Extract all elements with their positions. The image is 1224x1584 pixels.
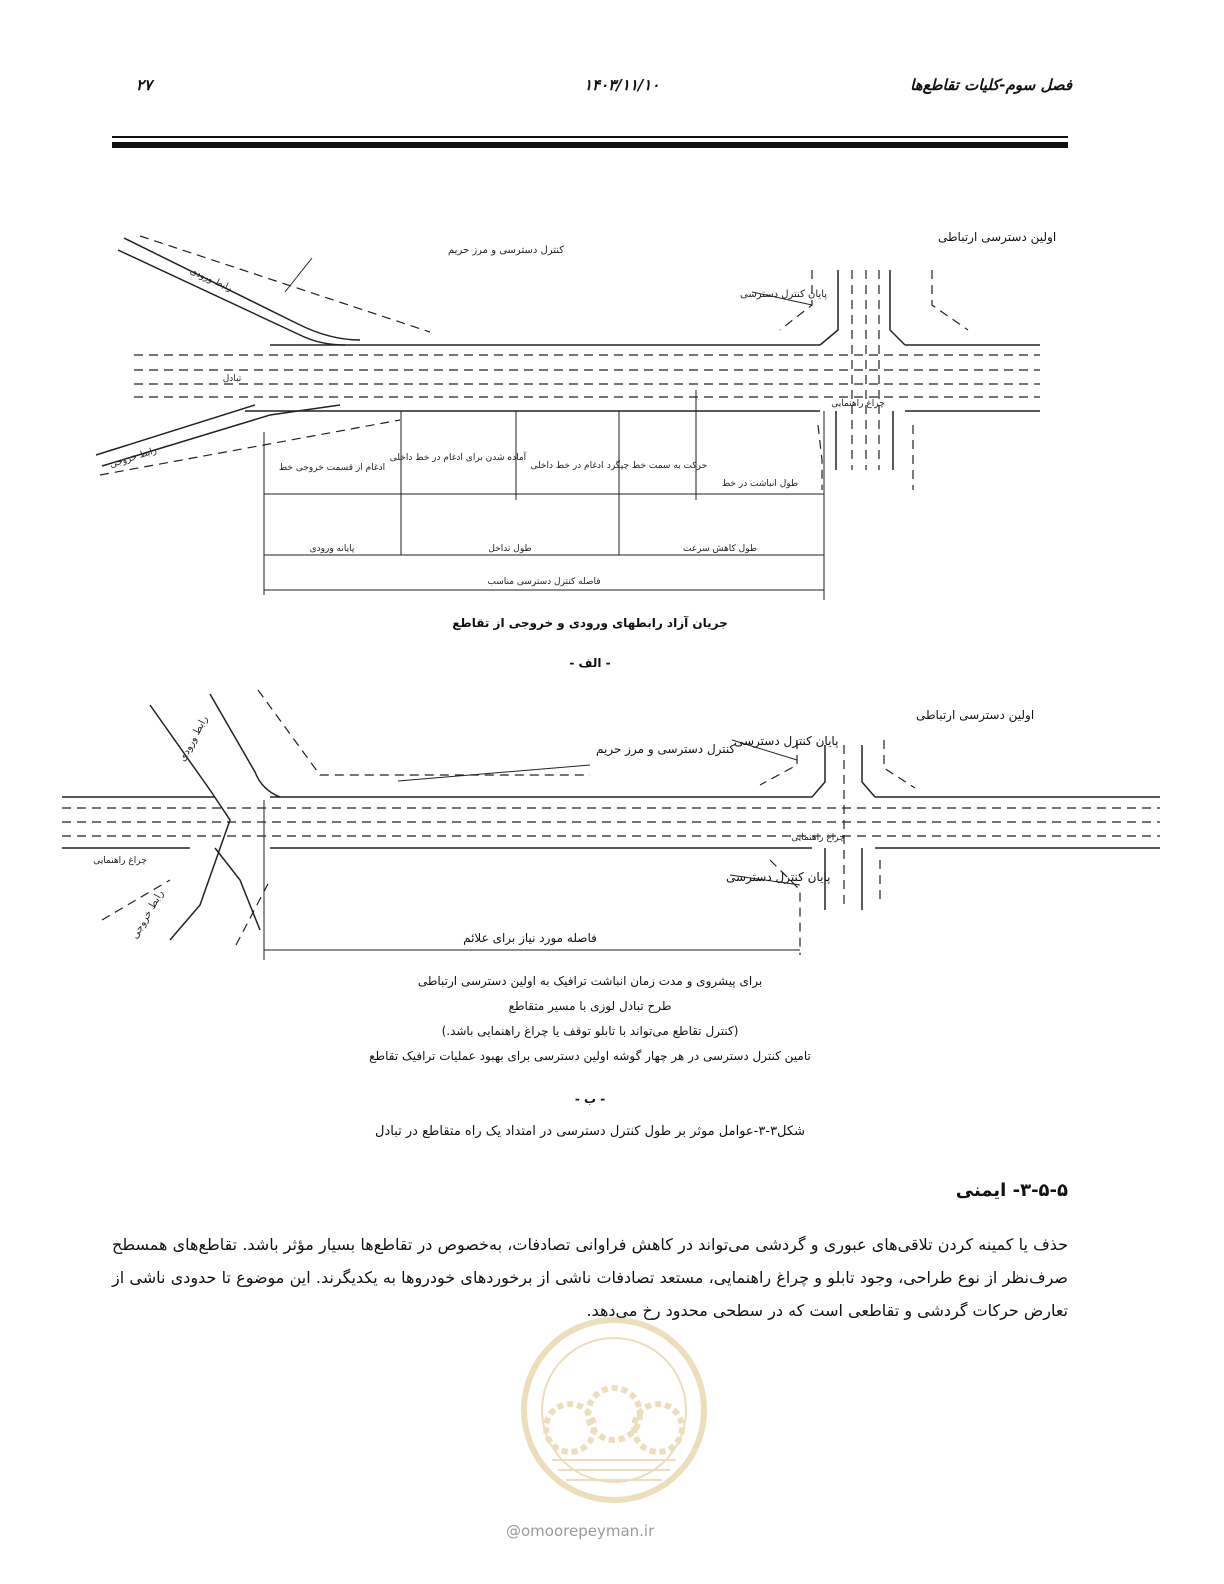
fig-b-traffic-light-left-label: چراغ راهنمایی: [93, 856, 147, 866]
figure-a-sublabel: - الف -: [569, 656, 611, 670]
figure-b-sublabel: - ب -: [574, 1092, 606, 1106]
fig-b-end-control-bottom-label: پایان کنترل دسترسی: [726, 870, 831, 884]
fig-a-group-2: طول تداخل: [488, 544, 532, 554]
chapter-title: فصل سوم-کلیات تقاطع‌ها: [910, 76, 1072, 94]
fig-b-dimension-label: فاصله مورد نیاز برای علائم: [463, 931, 597, 945]
figure-b-note-3: (کنترل تقاطع می‌تواند با تابلو توقف یا چراغ راهنمایی باشد.): [441, 1024, 739, 1038]
figure-b-notes: [112, 969, 1068, 1069]
figure-caption: شکل۳-۳-عوامل موثر بر طول کنترل دسترسی در امتداد یک راه متقاطع در تبادل: [375, 1124, 805, 1139]
at-icon: @: [506, 1522, 521, 1540]
fig-a-segment-4: حرکت به سمت خط چپگرد: [606, 461, 708, 471]
fig-a-entry-ramp-label: رابط ورودی: [188, 266, 234, 294]
section-heading: ۳-۵-۵- ایمنی: [955, 1180, 1068, 1201]
fig-a-exchange-label: تبادل: [222, 374, 242, 384]
watermark-url: [506, 1522, 654, 1540]
fig-a-segment-2: آماده شدن برای ادغام در خط داخلی: [389, 453, 527, 463]
fig-b-border-label: کنترل دسترسی و مرز حریم: [596, 742, 736, 756]
fig-a-border-label: کنترل دسترسی و مرز حریم: [448, 245, 565, 256]
watermark-url-text: omoorepeyman.ir: [521, 1522, 655, 1540]
fig-a-traffic-light-label: چراغ راهنمایی: [831, 399, 885, 409]
fig-a-group-3: طول کاهش سرعت: [682, 544, 758, 554]
fig-a-segment-3: ادغام در خط داخلی: [530, 461, 604, 471]
figure-a-caption: جریان آزاد رابطهای ورودی و خروجی از تقاطع: [452, 616, 728, 630]
fig-b-end-control-top-label: پایان کنترل دسترسی: [734, 734, 839, 748]
fig-a-segment-5: طول انباشت در خط: [721, 479, 799, 489]
fig-a-segment-1: ادغام از قسمت خروجی خط: [278, 463, 386, 473]
figure-b-note-1: برای پیشروی و مدت زمان انباشت ترافیک به اولین دسترسی ارتباطی: [417, 974, 763, 988]
section-paragraph: حذف یا کمینه کردن تلاقی‌های عبوری و گردشی می‌تواند در کاهش فراوانی تصادفات، به‌خصوص در تقاطع‌ها بسیار مؤثر باشد. تقاطع‌های همسطح صرف‌نظر از نوع طراحی، وجود تابلو و چراغ راهنمایی، مستعد تصادفات ناشی از برخوردهای خودروها به یکدیگرند. این موضوع تا حدودی ناشی از تعارض حرکات گردشی و تقاطعی است که در سطحی محدود رخ می‌دهد.: [112, 1235, 1068, 1320]
fig-b-traffic-light-right-label: چراغ راهنمایی: [791, 833, 845, 843]
fig-b-exit-ramp-label: رابط خروجی: [129, 888, 167, 941]
figure-b-note-4: تامین کنترل دسترسی در هر چهار گوشه اولین دسترسی برای بهبود عملیات ترافیک تقاطع: [369, 1049, 811, 1063]
figure-b-note-2: طرح تبادل لوزی با مسیر متقاطع: [508, 999, 672, 1013]
fig-b-first-access-label: اولین دسترسی ارتباطی: [916, 708, 1035, 722]
fig-b-entry-ramp-label: رابط ورودی: [177, 714, 211, 764]
watermark-logo: [492, 1310, 736, 1510]
fig-a-first-access-label: اولین دسترسی ارتباطی: [938, 230, 1057, 244]
fig-a-end-control-label: پایان کنترل دسترسی: [740, 289, 828, 300]
page-number: ۲۷: [136, 76, 153, 94]
fig-a-group-1: پایانه ورودی: [309, 544, 355, 554]
fig-a-total-label: فاصله کنترل دسترسی مناسب: [487, 577, 601, 587]
fig-a-exit-ramp-label: رابط خروجی: [108, 445, 159, 471]
page-date: ۱۴۰۳/۱۱/۱۰: [584, 76, 660, 94]
